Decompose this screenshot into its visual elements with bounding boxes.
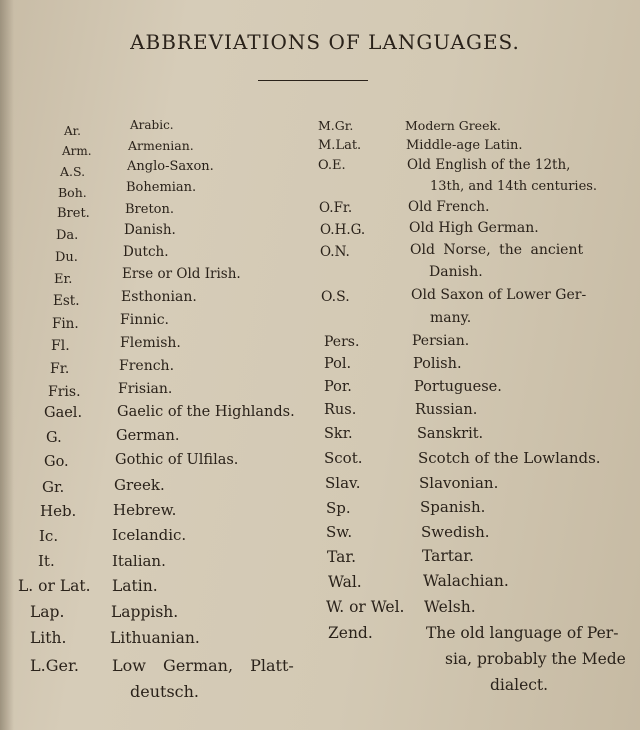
right-lang: Old Saxon of Lower Ger- bbox=[411, 287, 587, 303]
right-abbr: O.H.G. bbox=[320, 222, 366, 238]
right-abbr: O.S. bbox=[321, 289, 350, 305]
left-abbr: Er. bbox=[54, 272, 73, 287]
left-abbr: Bret. bbox=[57, 206, 90, 221]
left-lang: Finnic. bbox=[120, 312, 169, 328]
right-abbr: M.Gr. bbox=[318, 118, 354, 133]
left-abbr: Fris. bbox=[48, 384, 81, 400]
left-lang: Gaelic of the Highlands. bbox=[117, 404, 295, 420]
left-abbr: Gr. bbox=[42, 478, 65, 496]
page-title: ABBREVIATIONS OF LANGUAGES. bbox=[130, 30, 520, 54]
left-abbr: Heb. bbox=[40, 502, 77, 520]
left-abbr: Go. bbox=[44, 454, 69, 470]
left-lang: Anglo-Saxon. bbox=[127, 159, 214, 174]
left-abbr: Fr. bbox=[50, 361, 70, 377]
left-abbr: Fin. bbox=[52, 316, 79, 332]
left-lang: Arabic. bbox=[130, 118, 174, 132]
right-abbr: O.E. bbox=[318, 158, 346, 173]
left-abbr: A.S. bbox=[60, 164, 86, 179]
left-abbr: Lith. bbox=[30, 629, 67, 647]
right-lang-cont: 13th, and 14th centuries. bbox=[430, 179, 598, 194]
page-gutter-shadow bbox=[0, 0, 14, 730]
right-lang: Russian. bbox=[415, 402, 478, 418]
right-lang: Swedish. bbox=[421, 523, 490, 541]
left-lang: Hebrew. bbox=[113, 501, 177, 519]
left-abbr: L. or Lat. bbox=[18, 577, 91, 595]
left-lang: French. bbox=[119, 358, 175, 374]
right-lang-cont: sia, probably the Mede bbox=[445, 650, 626, 668]
right-lang: Walachian. bbox=[423, 572, 509, 590]
left-abbr: It. bbox=[38, 552, 55, 570]
right-abbr: Sp. bbox=[326, 499, 351, 517]
right-lang: Polish. bbox=[413, 356, 462, 372]
left-lang: Icelandic. bbox=[112, 526, 187, 544]
left-abbr: Est. bbox=[53, 293, 80, 309]
right-lang: Middle-age Latin. bbox=[406, 138, 523, 153]
right-abbr: Zend. bbox=[328, 624, 373, 642]
left-lang: Greek. bbox=[114, 476, 165, 494]
left-lang: Italian. bbox=[112, 552, 166, 570]
right-abbr: Pers. bbox=[324, 334, 360, 350]
right-abbr: Por. bbox=[324, 379, 352, 395]
left-abbr: Arm. bbox=[62, 144, 92, 158]
right-lang: Scotch of the Lowlands. bbox=[418, 449, 601, 467]
left-abbr: G. bbox=[46, 430, 62, 446]
right-lang: Tartar. bbox=[422, 547, 474, 565]
right-lang: Persian. bbox=[412, 333, 470, 349]
left-abbr: Boh. bbox=[58, 185, 87, 200]
left-lang: German. bbox=[116, 428, 180, 444]
left-lang-cont: deutsch. bbox=[130, 682, 200, 701]
right-abbr: Slav. bbox=[325, 474, 361, 492]
right-lang: Slavonian. bbox=[419, 474, 499, 492]
left-lang: Bohemian. bbox=[126, 180, 197, 195]
right-abbr: Pol. bbox=[324, 356, 352, 372]
right-abbr: M.Lat. bbox=[318, 138, 362, 153]
left-abbr: L.Ger. bbox=[30, 656, 79, 675]
right-lang: Old Norse, the ancient bbox=[410, 242, 584, 258]
left-lang: Esthonian. bbox=[121, 289, 197, 305]
left-abbr: Ic. bbox=[39, 527, 59, 545]
left-lang: Erse or Old Irish. bbox=[122, 266, 241, 282]
left-lang: Danish. bbox=[124, 222, 176, 238]
right-abbr: O.Fr. bbox=[319, 200, 353, 216]
right-abbr: W. or Wel. bbox=[326, 598, 405, 616]
right-lang: The old language of Per- bbox=[426, 624, 619, 642]
left-lang: Low German, Platt- bbox=[112, 656, 294, 675]
left-lang: Lithuanian. bbox=[110, 629, 200, 647]
right-abbr: Sw. bbox=[326, 523, 353, 541]
right-lang-cont: dialect. bbox=[490, 676, 549, 694]
left-lang: Dutch. bbox=[123, 244, 169, 260]
right-abbr: O.N. bbox=[320, 244, 350, 260]
left-abbr: Lap. bbox=[30, 603, 65, 621]
left-abbr: Fl. bbox=[51, 338, 70, 354]
left-abbr: Gael. bbox=[44, 405, 83, 421]
right-lang: Old High German. bbox=[409, 220, 539, 236]
left-lang: Frisian. bbox=[118, 381, 173, 397]
right-abbr: Scot. bbox=[324, 449, 363, 467]
right-abbr: Wal. bbox=[328, 573, 362, 591]
right-abbr: Skr. bbox=[324, 426, 353, 442]
left-abbr: Du. bbox=[55, 250, 78, 265]
title-divider bbox=[258, 80, 368, 81]
right-lang-cont: Danish. bbox=[429, 264, 483, 280]
right-lang: Modern Greek. bbox=[405, 118, 502, 133]
right-lang-cont: many. bbox=[430, 310, 472, 326]
left-abbr: Da. bbox=[56, 228, 79, 243]
right-lang: Old English of the 12th, bbox=[407, 157, 571, 173]
right-lang: Sanskrit. bbox=[417, 426, 484, 442]
right-lang: Old French. bbox=[408, 199, 490, 215]
left-lang: Gothic of Ulfilas. bbox=[115, 452, 239, 468]
left-lang: Armenian. bbox=[128, 138, 194, 153]
right-abbr: Rus. bbox=[324, 402, 357, 418]
left-lang: Lappish. bbox=[111, 603, 179, 621]
left-lang: Latin. bbox=[112, 577, 158, 595]
right-abbr: Tar. bbox=[327, 548, 357, 566]
right-lang: Spanish. bbox=[420, 498, 486, 516]
left-lang: Breton. bbox=[125, 202, 175, 217]
right-lang: Welsh. bbox=[424, 598, 476, 616]
left-lang: Flemish. bbox=[120, 335, 181, 351]
right-lang: Portuguese. bbox=[414, 379, 502, 395]
left-abbr: Ar. bbox=[64, 124, 81, 138]
